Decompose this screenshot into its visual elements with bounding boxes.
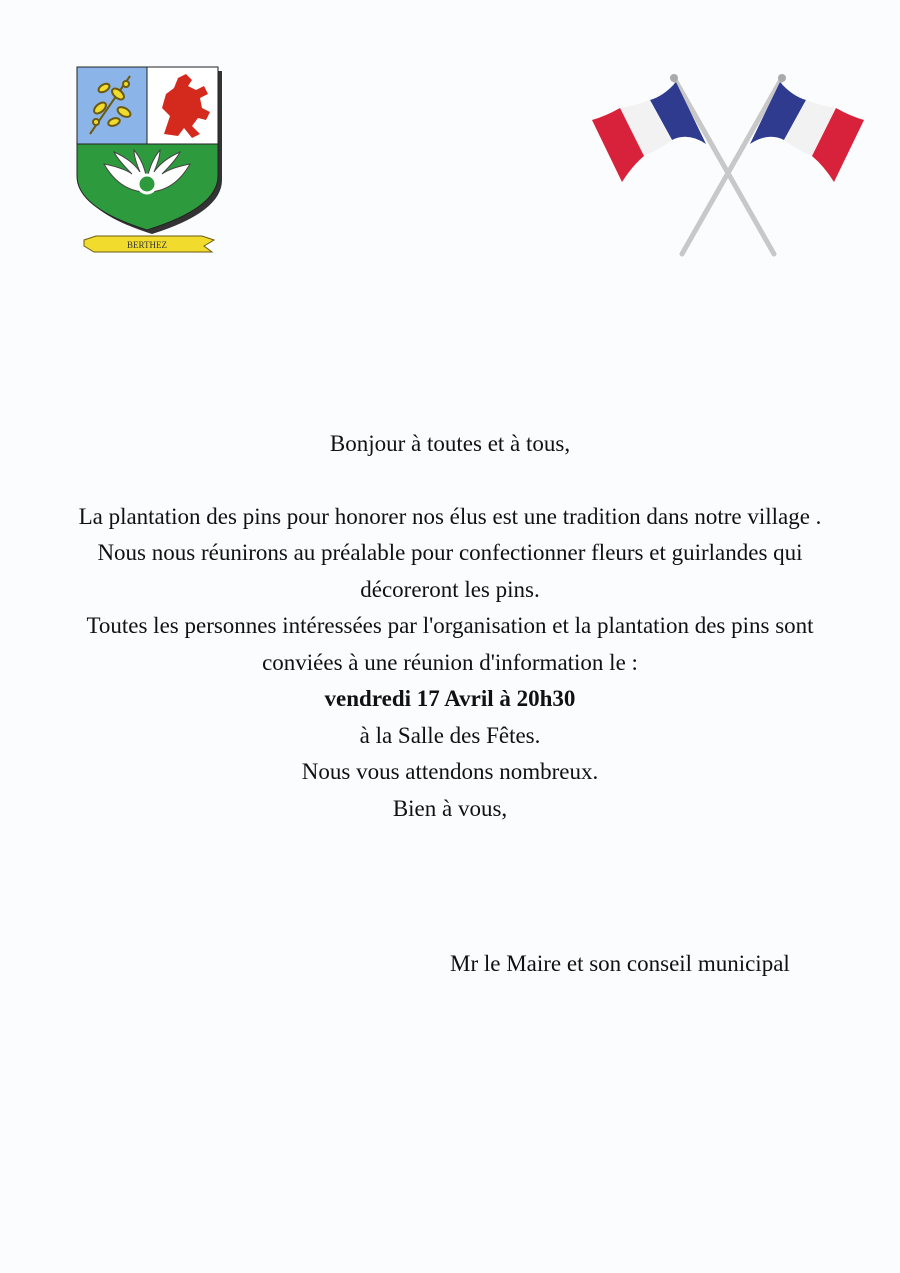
letter-body — [0, 426, 900, 827]
closing-line: Nous vous attendons nombreux. — [301, 759, 599, 784]
left-flag-icon — [592, 82, 706, 182]
closing-line: Bien à vous, — [392, 795, 508, 821]
paragraph-line: conviées à une réunion d'information le : — [262, 649, 638, 675]
coat-of-arms-logo — [74, 64, 224, 260]
signature: Mr le Maire et son conseil municipal — [450, 951, 790, 976]
paragraph-line: La plantation des pins pour honorer nos élus est une tradition dans notre village . — [78, 503, 822, 529]
crest-banner-text: BERTHEZ — [127, 240, 167, 250]
right-flag-icon — [750, 82, 864, 182]
paragraph-line: Toutes les personnes intéressées par l'organisation et la plantation des pins sont — [86, 613, 814, 638]
paragraph-line: Nous nous réunirons au préalable pour confectionner fleurs et guirlandes qui — [97, 540, 803, 565]
crossed-french-flags-image — [588, 70, 870, 258]
greeting: Bonjour à toutes et à tous, — [329, 431, 571, 456]
meeting-date: vendredi 17 Avril à 20h30 — [324, 686, 576, 711]
meeting-location: à la Salle des Fêtes. — [359, 722, 541, 748]
paragraph-line: décoreront les pins. — [360, 576, 540, 602]
